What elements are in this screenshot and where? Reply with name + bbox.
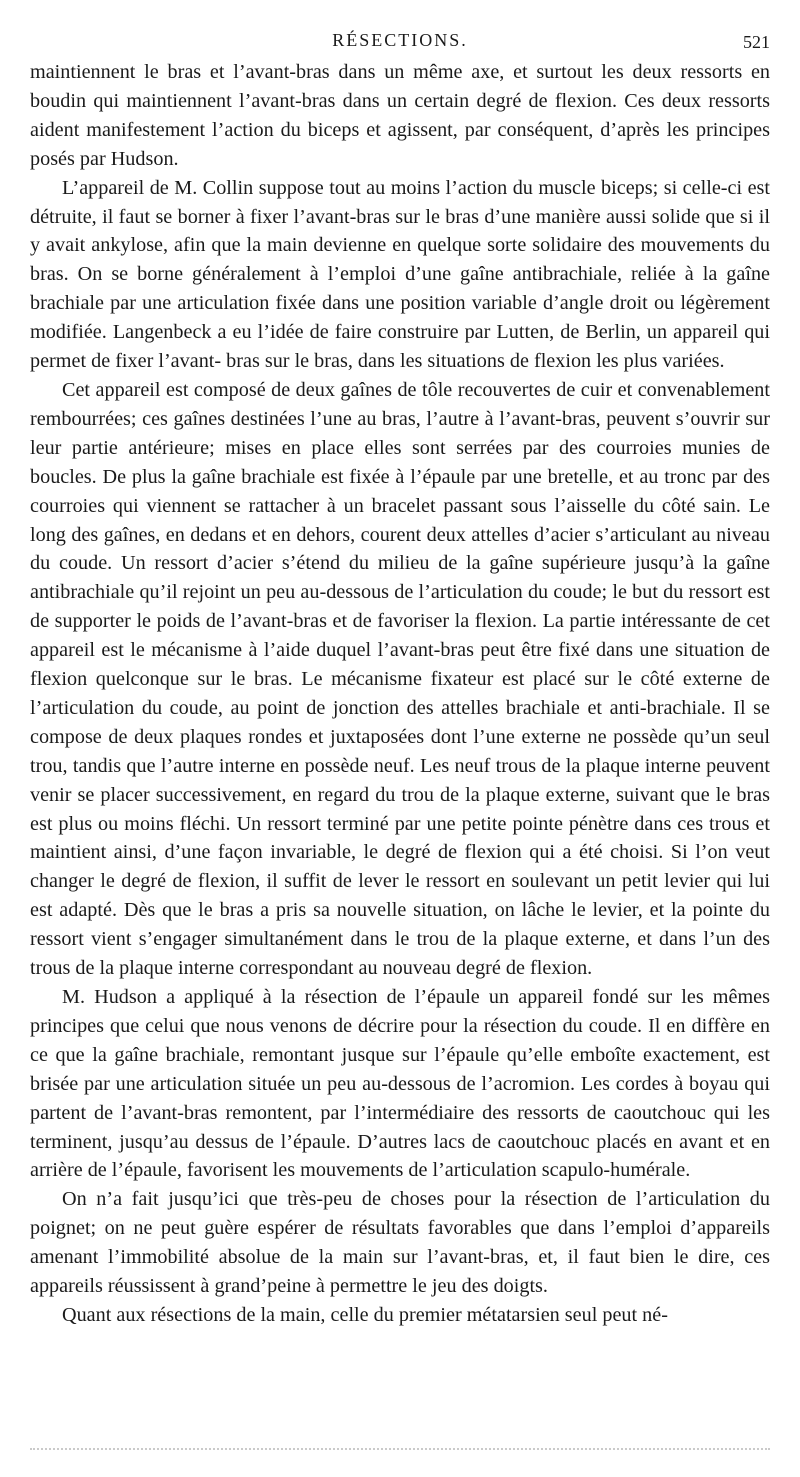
paragraph-continuation: maintiennent le bras et l’avant-bras dans un même axe, et surtout les deux ressorts en boudin qui maintiennent l’avant-bras dans un certain degré de flexion. Ces deux ressorts aident manifestement l’action du biceps et agissent, par conséquent, d’après les principes posés par Hudson.: [30, 61, 770, 170]
paragraph-wrist-resection: On n’a fait jusqu’ici que très-peu de choses pour la résection de l’articulation du poignet; on ne peut guère espérer de résultats favorables que dans l’emploi d’appareils amenant l’immobilité absolue de la main sur l’avant-bras, et, il faut bien le dire, ces appareils réussissent à grand’peine à permettre le jeu des doigts.: [30, 1188, 770, 1298]
page-bottom-specks: [30, 1436, 770, 1450]
paragraph-hudson-shoulder: M. Hudson a appliqué à la résection de l’épaule un appareil fondé sur les mêmes principes que celui que nous venons de décrire pour la résection du coude. Il en diffère en ce que la gaîne brachiale, remontant jusque sur l’épaule qu’elle emboîte exactement, est brisée par une articulation située un peu au-dessous de l’acromion. Les cordes à boyau qui partent de l’avant-bras remontent, par l’intermédiaire des ressorts de caoutchouc qui les terminent, jusqu’au dessus de l’épaule. D’autres lacs de caoutchouc placés en avant et en arrière de l’épaule, favorisent les mouvements de l’articulation scapulo-humérale.: [30, 986, 770, 1182]
paragraph-apparatus-description: Cet appareil est composé de deux gaînes de tôle recouvertes de cuir et convenablement rembourrées; ces gaînes destinées l’une au bras, l’autre à l’avant-bras, peuvent s’ouvrir sur leur partie antérieure; mises en place elles sont serrées par des courroies munies de boucles. De plus la gaîne brachiale est fixée à l’épaule par une bretelle, et au tronc par des courroies qui viennent se rattacher à un bracelet passant sous l’aisselle du côté sain. Le long des gaînes, en dedans et en dehors, courent deux attelles d’acier s’articulant au niveau du coude. Un ressort d’acier s’étend du milieu de la gaîne supérieure jusqu’à la gaîne antibrachiale qu’il rejoint un peu au-dessous de l’articulation du coude; le but du ressort est de supporter le poids de l’avant-bras et de favoriser la flexion. La partie intéressante de cet appareil est le mécanisme à l’aide duquel l’avant-bras peut être fixé dans une situation de flexion quelconque sur le bras. Le mécanisme fixateur est placé sur le côté externe de l’articulation du coude, au point de jonction des attelles brachiale et anti-brachiale. Il se compose de deux plaques rondes et juxtaposées dont l’une externe ne possède qu’un seul trou, tandis que l’autre interne en possède neuf. Les neuf trous de la plaque interne peuvent venir se placer successivement, en regard du trou de la plaque externe, suivant que le bras est plus ou moins fléchi. Un ressort terminé par une petite pointe pénètre dans ces trous et maintient ainsi, d’une façon invariable, le degré de flexion qui a été choisi. Si l’on veut changer le degré de flexion, il suffit de lever le ressort en soulevant un petit levier qui lui est adapté. Dès que le bras a pris sa nouvelle situation, on lâche le levier, et la pointe du ressort vient s’engager simultanément dans le trou de la plaque externe, et dans l’un des trous de la plaque interne correspondant au nouveau degré de flexion.: [30, 378, 770, 980]
running-head: [30, 26, 770, 58]
book-page: [30, 26, 770, 1330]
running-title: RÉSECTIONS.: [332, 30, 468, 50]
page-number: 521: [743, 32, 770, 52]
body-text: [30, 58, 770, 1330]
paragraph-collin-apparatus: L’appareil de M. Collin suppose tout au moins l’action du muscle biceps; si celle-ci est détruite, il faut se borner à fixer l’avant-bras sur le bras d’une manière aussi solide que si il y avait ankylose, afin que la main devienne en quelque sorte solidaire des mouvements du bras. On se borne généralement à l’emploi d’une gaîne antibrachiale, reliée à la gaîne brachiale par une articulation fixée dans une position variable d’angle droit ou légèrement modifiée. Langenbeck a eu l’idée de faire construire par Lutten, de Berlin, un appareil qui permet de fixer l’avant- bras sur le bras, dans les situations de flexion les plus variées.: [30, 176, 770, 373]
paragraph-hand-resections: Quant aux résections de la main, celle du premier métatarsien seul peut né-: [62, 1303, 668, 1326]
